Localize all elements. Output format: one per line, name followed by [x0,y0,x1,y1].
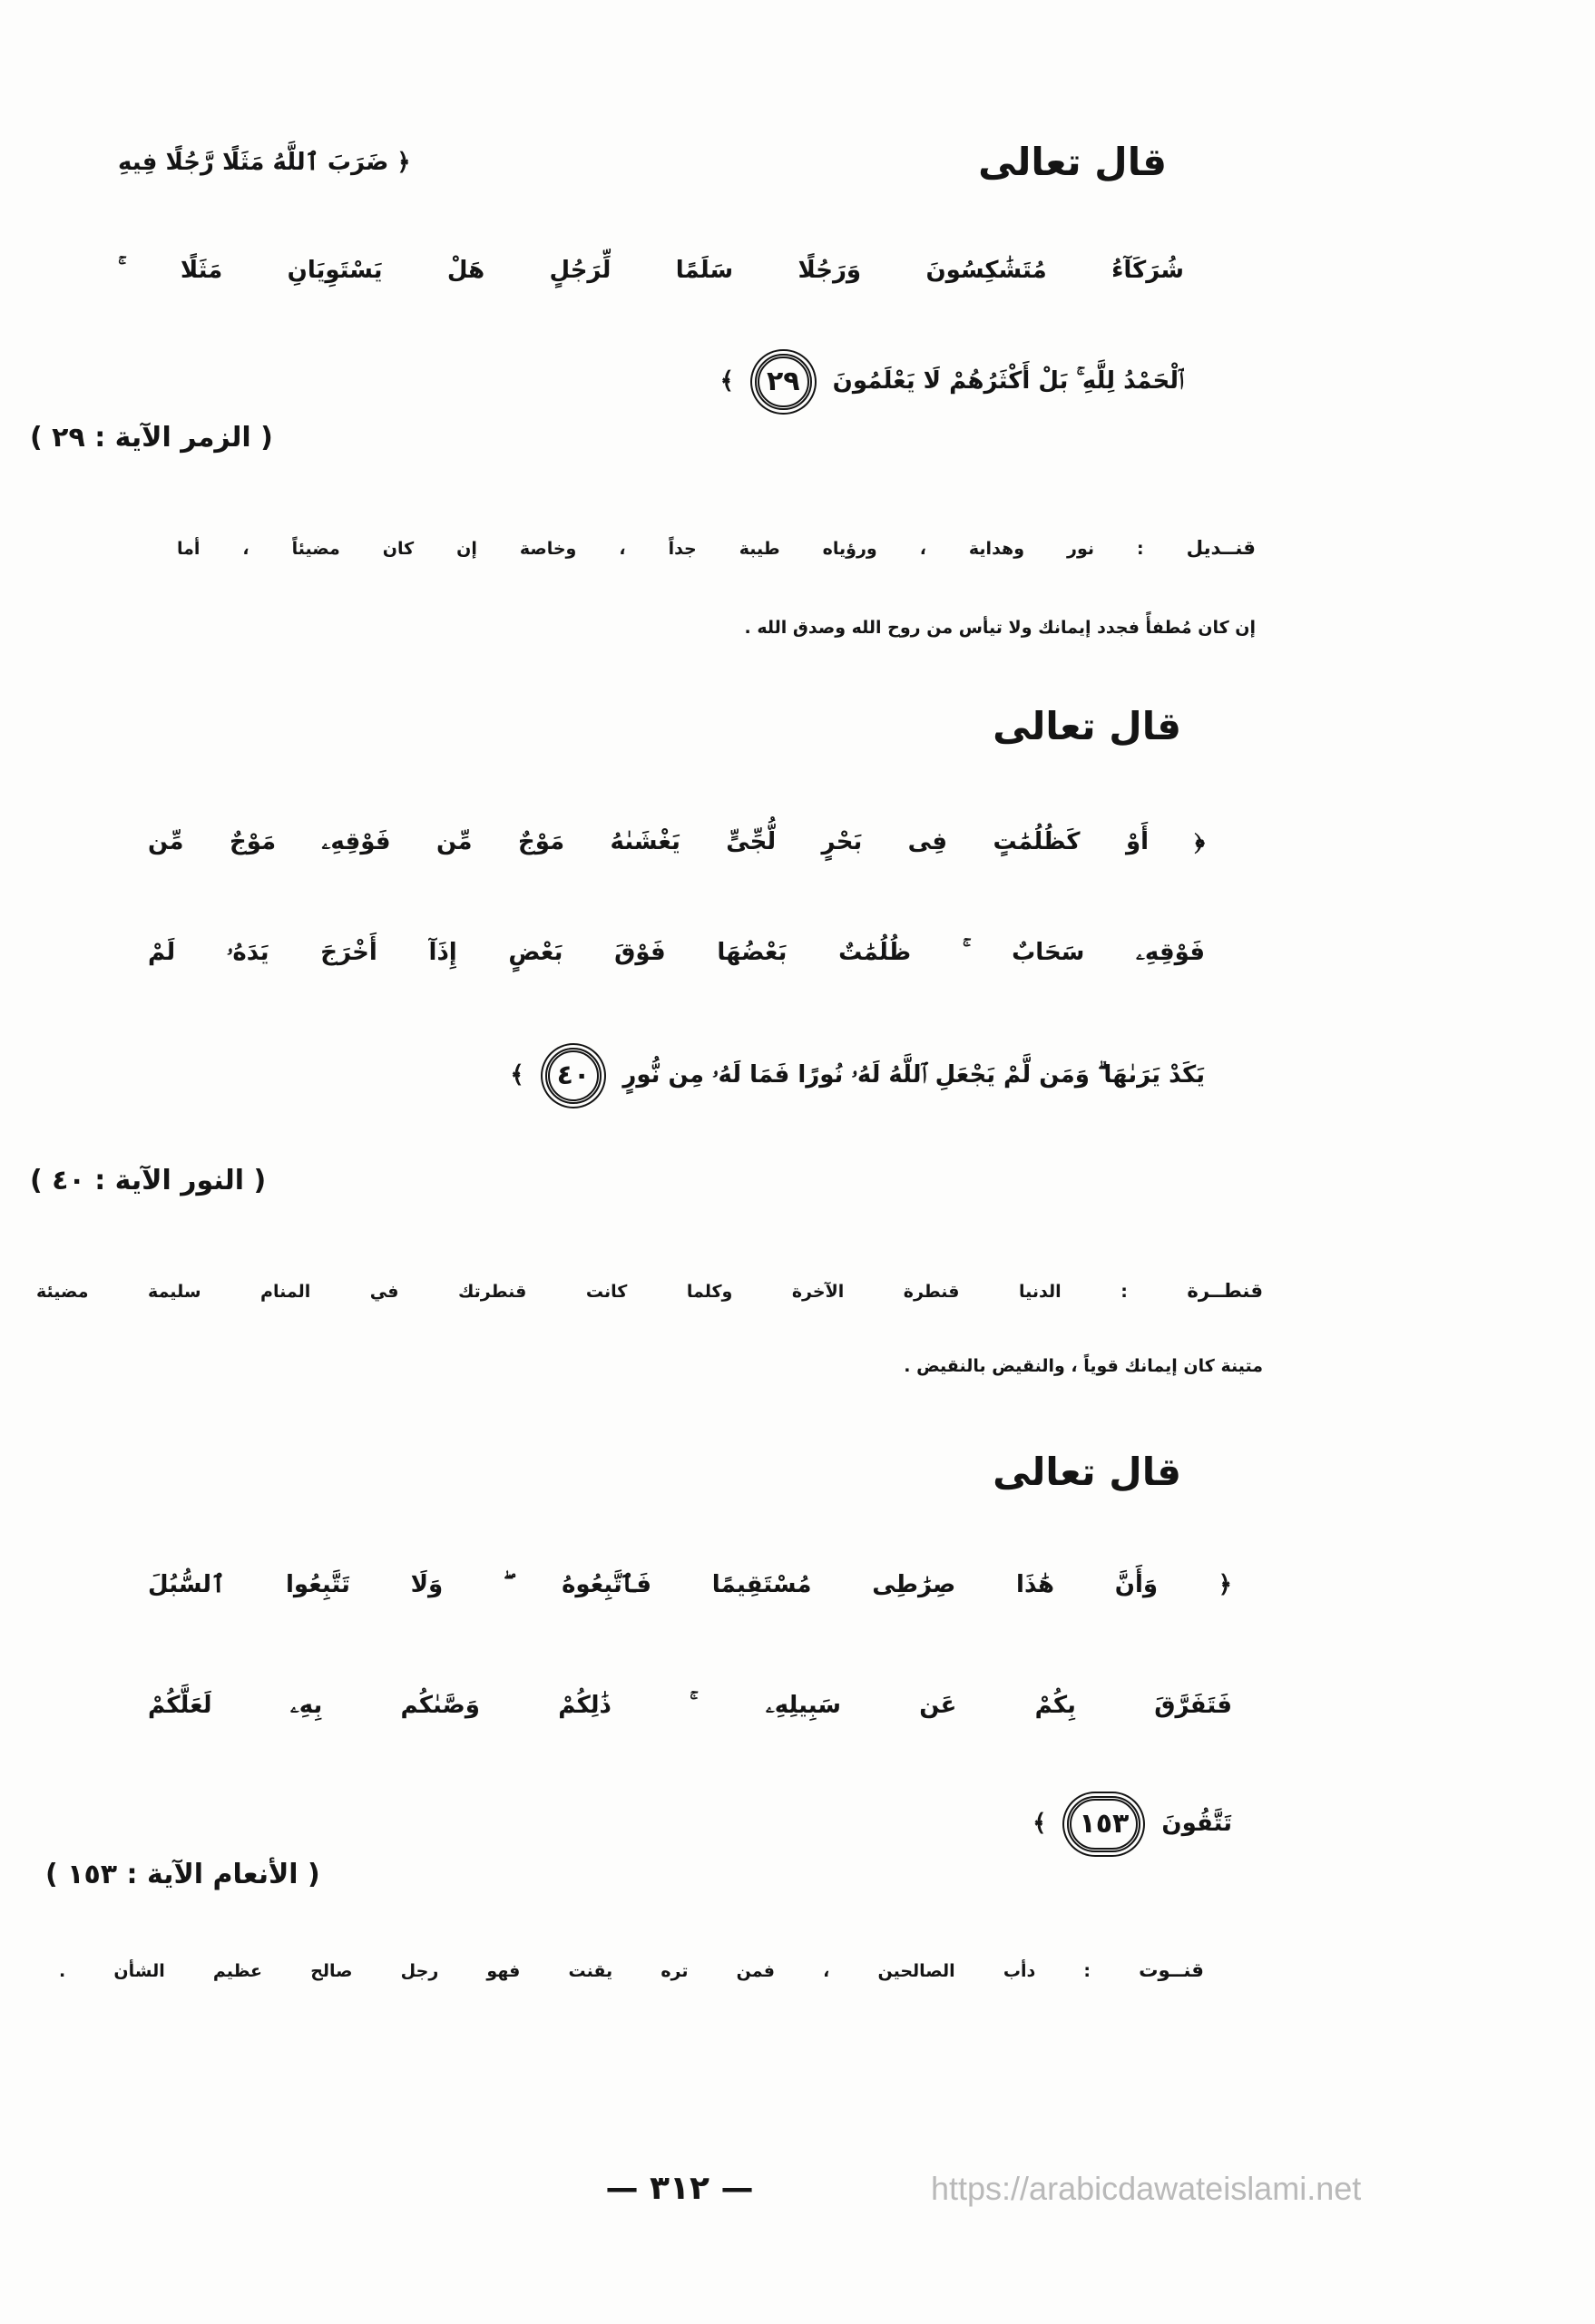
commentary-line [59,1939,1204,2003]
commentary-text: : نور وهداية ، ورؤياه طيبة جداً ، وخاصة إن كان مضيئاً ، أما [177,539,1144,559]
commentary-line: إن كان مُطفأً فجدد إيمانك ولا تيأس من روح الله وصدق الله . [744,618,1256,638]
verse-line: ﴿ ضَرَبَ ٱللَّهُ مَثَلًا رَّجُلًا فِيهِ [118,149,411,176]
verse-line-last [148,1025,1205,1125]
ayah-number-ornament: ٤٠ [545,1048,602,1104]
watermark-url: https://arabicdawateislami.net [931,2170,1362,2207]
verse-reference: ( الأنعام الآية : ١٥٣ ) [45,1859,320,1890]
commentary-term: قنطــرة [1187,1280,1263,1303]
ayah-number-ornament: ١٥٣ [1067,1796,1140,1852]
verse-line: فَوْقِهِۦ سَحَابٌ ۚ ظُلُمَٰتٌ بَعْضُهَا فَوْقَ بَعْضٍ إِذَآ أَخْرَجَ يَدَهُۥ لَمْ [148,939,1205,966]
commentary-line [36,1260,1263,1323]
commentary-term: قنــديل [1186,537,1256,560]
verse-line-last [118,331,1184,431]
verse-text: تَتَّقُونَ [1161,1810,1232,1837]
commentary-term: قنــوت [1139,1959,1204,1982]
intro-label: قال تعالى [993,1450,1181,1494]
intro-label: قال تعالى [993,704,1181,748]
verse-line: فَتَفَرَّقَ بِكُمْ عَن سَبِيلِهِۦ ۚ ذَٰلِكُمْ وَصَّىٰكُم بِهِۦ لَعَلَّكُمْ [148,1692,1232,1719]
commentary-text: : دأب الصالحين ، فمن تره يقنت فهو رجل صالح عظيم الشأن . [59,1961,1091,1981]
intro-label: قال تعالى [978,140,1167,184]
verse-line: شُرَكَآءُ مُتَشَٰكِسُونَ وَرَجُلًا سَلَمًا لِّرَجُلٍ هَلْ يَسْتَوِيَانِ مَثَلًا ۚ [118,257,1184,284]
ayah-number-ornament: ٢٩ [755,354,812,410]
verse-line: ﴿ وَأَنَّ هَٰذَا صِرَٰطِى مُسْتَقِيمًا فَٱتَّبِعُوهُ ۖ وَلَا تَتَّبِعُوا ٱلسُّبُلَ [148,1571,1232,1598]
verse-text: ٱلْحَمْدُ لِلَّهِ ۚ بَلْ أَكْثَرُهُمْ لَا يَعْلَمُونَ [832,367,1184,395]
verse-line: ﴿ أَوْ كَظُلُمَٰتٍ فِى بَحْرٍ لُّجِّىٍّ يَغْشَىٰهُ مَوْجٌ مِّن فَوْقِهِۦ مَوْجٌ مِّن [148,828,1205,855]
verse-close-bracket: ﴾ [1032,1810,1047,1837]
verse-close-bracket: ﴾ [719,367,734,395]
page-number: — ٣١٢ — [605,2170,754,2207]
commentary-line: متينة كان إيمانك قوياً ، والنقيض بالنقيض . [904,1356,1263,1376]
commentary-line [177,517,1256,581]
verse-text: يَكَدْ يَرَىٰهَا ۗ وَمَن لَّمْ يَجْعَلِ ٱللَّهُ لَهُۥ نُورًا فَمَا لَهُۥ مِن نُّورٍ [622,1061,1205,1089]
verse-reference: ( النور الآية : ٤٠ ) [30,1165,267,1196]
verse-reference: ( الزمر الآية : ٢٩ ) [30,422,273,454]
commentary-text: : الدنيا قنطرة الآخرة وكلما كانت قنطرتك في المنام سليمة مضيئة [36,1282,1128,1302]
verse-close-bracket: ﴾ [510,1061,524,1089]
